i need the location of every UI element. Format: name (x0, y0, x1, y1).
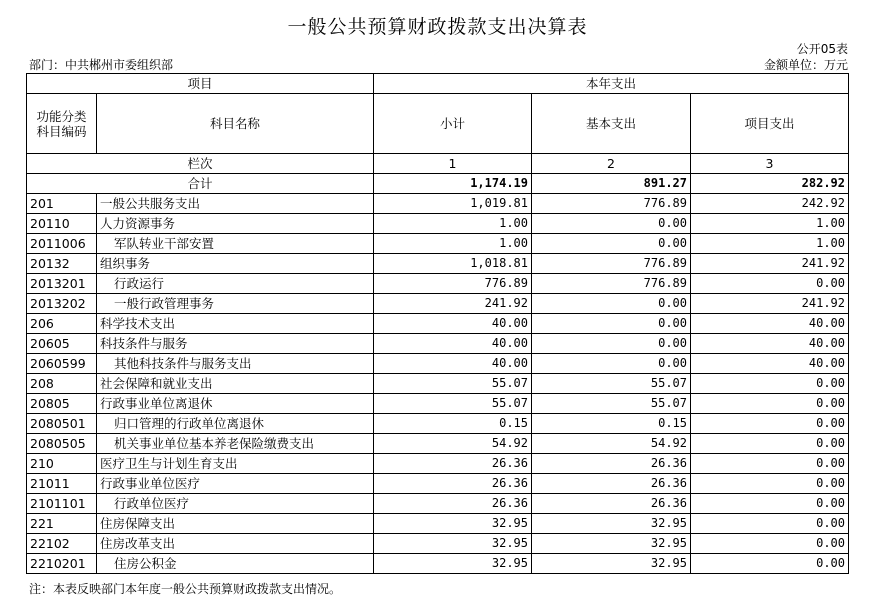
header-name: 科目名称 (97, 94, 374, 154)
table-row (27, 374, 849, 394)
row-basic: 0.00 (532, 314, 691, 334)
sequence-row (27, 154, 849, 174)
row-name: 其他科技条件与服务支出 (97, 354, 374, 374)
expenditure-table (26, 73, 849, 574)
row-name: 医疗卫生与计划生育支出 (97, 454, 374, 474)
row-name: 机关事业单位基本养老保险缴费支出 (97, 434, 374, 454)
table-row (27, 214, 849, 234)
row-project: 0.00 (691, 414, 849, 434)
row-basic: 26.36 (532, 494, 691, 514)
table-row (27, 454, 849, 474)
row-code: 2060599 (27, 354, 97, 374)
row-project: 0.00 (691, 434, 849, 454)
row-basic: 0.15 (532, 414, 691, 434)
row-name: 行政运行 (97, 274, 374, 294)
row-code: 21011 (27, 474, 97, 494)
total-subtotal: 1,174.19 (374, 174, 532, 194)
sequence-label: 栏次 (27, 154, 374, 174)
header-item: 项目 (27, 74, 374, 94)
table-row (27, 394, 849, 414)
row-project: 40.00 (691, 334, 849, 354)
row-name: 人力资源事务 (97, 214, 374, 234)
row-code: 20110 (27, 214, 97, 234)
row-code: 20805 (27, 394, 97, 414)
row-name: 行政单位医疗 (97, 494, 374, 514)
header-project: 项目支出 (691, 94, 849, 154)
row-name: 住房公积金 (97, 554, 374, 574)
row-name: 军队转业干部安置 (97, 234, 374, 254)
total-label: 合计 (27, 174, 374, 194)
row-code: 2013201 (27, 274, 97, 294)
row-project: 0.00 (691, 494, 849, 514)
row-subtotal: 55.07 (374, 374, 532, 394)
table-row (27, 334, 849, 354)
header-code-line2: 科目编码 (36, 123, 87, 139)
row-basic: 55.07 (532, 394, 691, 414)
page-title: 一般公共预算财政拨款支出决算表 (287, 16, 588, 38)
row-code: 2210201 (27, 554, 97, 574)
table-row (27, 434, 849, 454)
total-basic: 891.27 (532, 174, 691, 194)
row-subtotal: 40.00 (374, 314, 532, 334)
row-name: 社会保障和就业支出 (97, 374, 374, 394)
total-project: 282.92 (691, 174, 849, 194)
row-code: 206 (27, 314, 97, 334)
row-subtotal: 1,019.81 (374, 194, 532, 214)
row-project: 0.00 (691, 454, 849, 474)
sequence-3: 3 (691, 154, 849, 174)
row-basic: 0.00 (532, 354, 691, 374)
sequence-2: 2 (532, 154, 691, 174)
row-code: 20132 (27, 254, 97, 274)
row-basic: 0.00 (532, 334, 691, 354)
row-code: 2011006 (27, 234, 97, 254)
footnote: 注：本表反映部门本年度一般公共预算财政拨款支出情况。 (29, 582, 342, 596)
row-project: 40.00 (691, 314, 849, 334)
row-code: 208 (27, 374, 97, 394)
table-row (27, 314, 849, 334)
row-project: 40.00 (691, 354, 849, 374)
table-row (27, 274, 849, 294)
row-basic: 26.36 (532, 474, 691, 494)
table-row (27, 254, 849, 274)
row-basic: 32.95 (532, 534, 691, 554)
row-name: 科技条件与服务 (97, 334, 374, 354)
row-subtotal: 241.92 (374, 294, 532, 314)
row-subtotal: 40.00 (374, 354, 532, 374)
header-code-line1: 功能分类 (36, 108, 87, 124)
row-project: 241.92 (691, 294, 849, 314)
header-row-top (27, 74, 849, 94)
row-basic: 0.00 (532, 234, 691, 254)
row-basic: 0.00 (532, 214, 691, 234)
header-subtotal: 小计 (374, 94, 532, 154)
row-code: 20605 (27, 334, 97, 354)
table-row (27, 234, 849, 254)
row-subtotal: 26.36 (374, 454, 532, 474)
row-project: 0.00 (691, 274, 849, 294)
row-name: 行政事业单位医疗 (97, 474, 374, 494)
row-name: 住房改革支出 (97, 534, 374, 554)
row-subtotal: 32.95 (374, 554, 532, 574)
row-project: 241.92 (691, 254, 849, 274)
row-basic: 776.89 (532, 274, 691, 294)
row-project: 0.00 (691, 394, 849, 414)
row-name: 组织事务 (97, 254, 374, 274)
table-row (27, 514, 849, 534)
row-basic: 0.00 (532, 294, 691, 314)
row-subtotal: 40.00 (374, 334, 532, 354)
row-project: 1.00 (691, 234, 849, 254)
header-code (27, 94, 97, 154)
row-subtotal: 26.36 (374, 474, 532, 494)
row-code: 22102 (27, 534, 97, 554)
table-row (27, 474, 849, 494)
header-current-year: 本年支出 (374, 74, 849, 94)
row-basic: 776.89 (532, 254, 691, 274)
form-number: 公开05表 (796, 42, 848, 56)
row-code: 2080505 (27, 434, 97, 454)
row-code: 210 (27, 454, 97, 474)
row-project: 0.00 (691, 514, 849, 534)
row-subtotal: 0.15 (374, 414, 532, 434)
row-code: 2080501 (27, 414, 97, 434)
table-row (27, 534, 849, 554)
table-row (27, 494, 849, 514)
row-project: 242.92 (691, 194, 849, 214)
total-row (27, 174, 849, 194)
amount-unit-label: 金额单位：万元 (763, 58, 848, 72)
row-subtotal: 55.07 (374, 394, 532, 414)
row-project: 0.00 (691, 554, 849, 574)
row-code: 2013202 (27, 294, 97, 314)
row-project: 0.00 (691, 374, 849, 394)
header-basic: 基本支出 (532, 94, 691, 154)
row-name: 行政事业单位离退休 (97, 394, 374, 414)
row-project: 0.00 (691, 474, 849, 494)
row-name: 归口管理的行政单位离退休 (97, 414, 374, 434)
row-subtotal: 32.95 (374, 514, 532, 534)
table-row (27, 294, 849, 314)
header-row-columns (27, 94, 849, 154)
row-subtotal: 1.00 (374, 234, 532, 254)
row-subtotal: 26.36 (374, 494, 532, 514)
row-name: 一般公共服务支出 (97, 194, 374, 214)
row-name: 住房保障支出 (97, 514, 374, 534)
row-subtotal: 32.95 (374, 534, 532, 554)
row-basic: 32.95 (532, 514, 691, 534)
row-subtotal: 1.00 (374, 214, 532, 234)
sequence-1: 1 (374, 154, 532, 174)
row-name: 一般行政管理事务 (97, 294, 374, 314)
row-basic: 54.92 (532, 434, 691, 454)
row-code: 2101101 (27, 494, 97, 514)
table-row (27, 194, 849, 214)
row-subtotal: 54.92 (374, 434, 532, 454)
table-row (27, 414, 849, 434)
table-row (27, 554, 849, 574)
row-basic: 776.89 (532, 194, 691, 214)
department-label: 部门：中共郴州市委组织部 (29, 58, 174, 72)
row-code: 201 (27, 194, 97, 214)
row-basic: 55.07 (532, 374, 691, 394)
row-code: 221 (27, 514, 97, 534)
row-project: 1.00 (691, 214, 849, 234)
row-subtotal: 776.89 (374, 274, 532, 294)
table-row (27, 354, 849, 374)
row-basic: 32.95 (532, 554, 691, 574)
row-project: 0.00 (691, 534, 849, 554)
row-basic: 26.36 (532, 454, 691, 474)
row-name: 科学技术支出 (97, 314, 374, 334)
row-subtotal: 1,018.81 (374, 254, 532, 274)
